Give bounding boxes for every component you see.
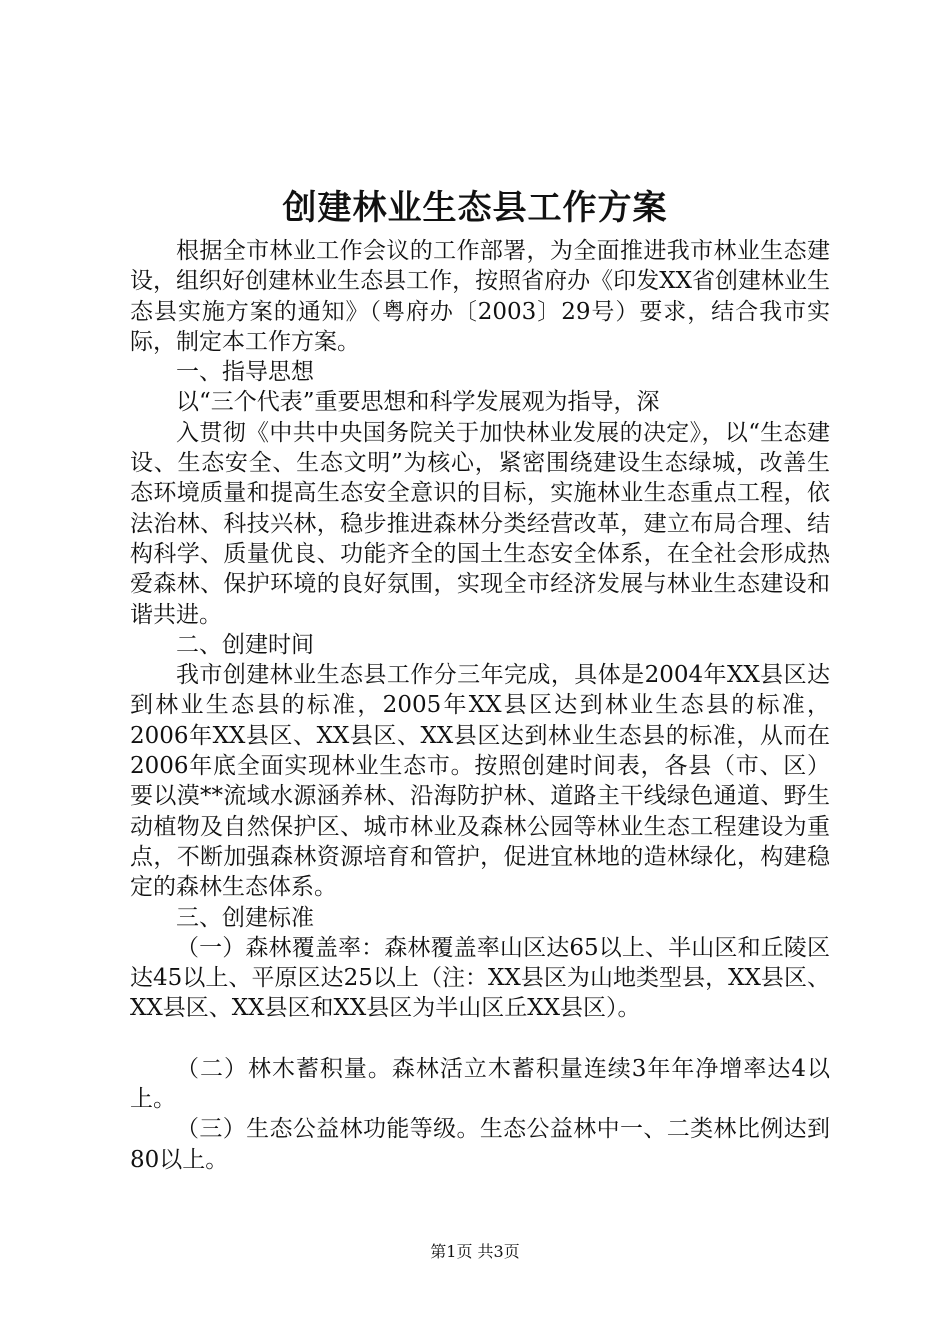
section-heading-standards: 三、创建标准 [176, 904, 314, 931]
paragraph-guiding-thought: 入贯彻《中共中央国务院关于加快林业发展的决定》，以“生态建设、生态安全、生态文明”为核心，紧密围绕建设生态绿城，改善生态环境质量和提高生态安全意识的目标，实施林业生态重点工程，依法治林、科技兴林，稳步推进森林分类经营改革，建立布局合理、结构科学、质量优良、功能齐全的国土生态安全体系，在全社会形成热爱森林、保护环境的良好氛围，实现全市经济发展与林业生态建设和谐共进。 [130, 419, 830, 628]
document-body [130, 236, 830, 1175]
document-title: 创建林业生态县工作方案 [282, 188, 668, 228]
paragraph-standard-ecological-forest: （三）生态公益林功能等级。生态公益林中一、二类林比例达到80以上。 [130, 1116, 830, 1173]
paragraph-intro: 根据全市林业工作会议的工作部署，为全面推进我市林业生态建设，组织好创建林业生态县工作，按照省府办《印发XX省创建林业生态县实施方案的通知》（粤府办〔2003〕29号）要求，结合我市实际，制定本工作方案。 [130, 238, 830, 355]
paragraph-guiding-thought-line1: 以“三个代表”重要思想和科学发展观为指导，深 [176, 389, 660, 416]
section-heading-schedule: 二、创建时间 [176, 631, 314, 658]
paragraph-standard-timber-volume: （二）林木蓄积量。森林活立木蓄积量连续3年年净增率达4以上。 [130, 1055, 830, 1113]
paragraph-standard-forest-coverage: （一）森林覆盖率：森林覆盖率山区达65以上、半山区和丘陵区达45以上、平原区达25以上（注：XX县区为山地类型县，XX县区、XX县区、XX县区和XX县区为半山区丘XX县区）。 [130, 934, 830, 1022]
paragraph-schedule: 我市创建林业生态县工作分三年完成，具体是2004年XX县区达到林业生态县的标准，2005年XX县区达到林业生态县的标准，2006年XX县区、XX县区、XX县区达到林业生态县的标准，从而在2006年底全面实现林业生态市。按照创建时间表，各县（市、区）要以漠**流域水源涵养林、沿海防护林、道路主干线绿色通道、野生动植物及自然保护区、城市林业及森林公园等林业生态工程建设为重点，不断加强森林资源培育和管护，促进宜林地的造林绿化，构建稳定的森林生态体系。 [130, 662, 830, 901]
page-footer: 第1页 共3页 [430, 1242, 520, 1261]
section-heading-guiding-thought: 一、指导思想 [176, 359, 314, 386]
